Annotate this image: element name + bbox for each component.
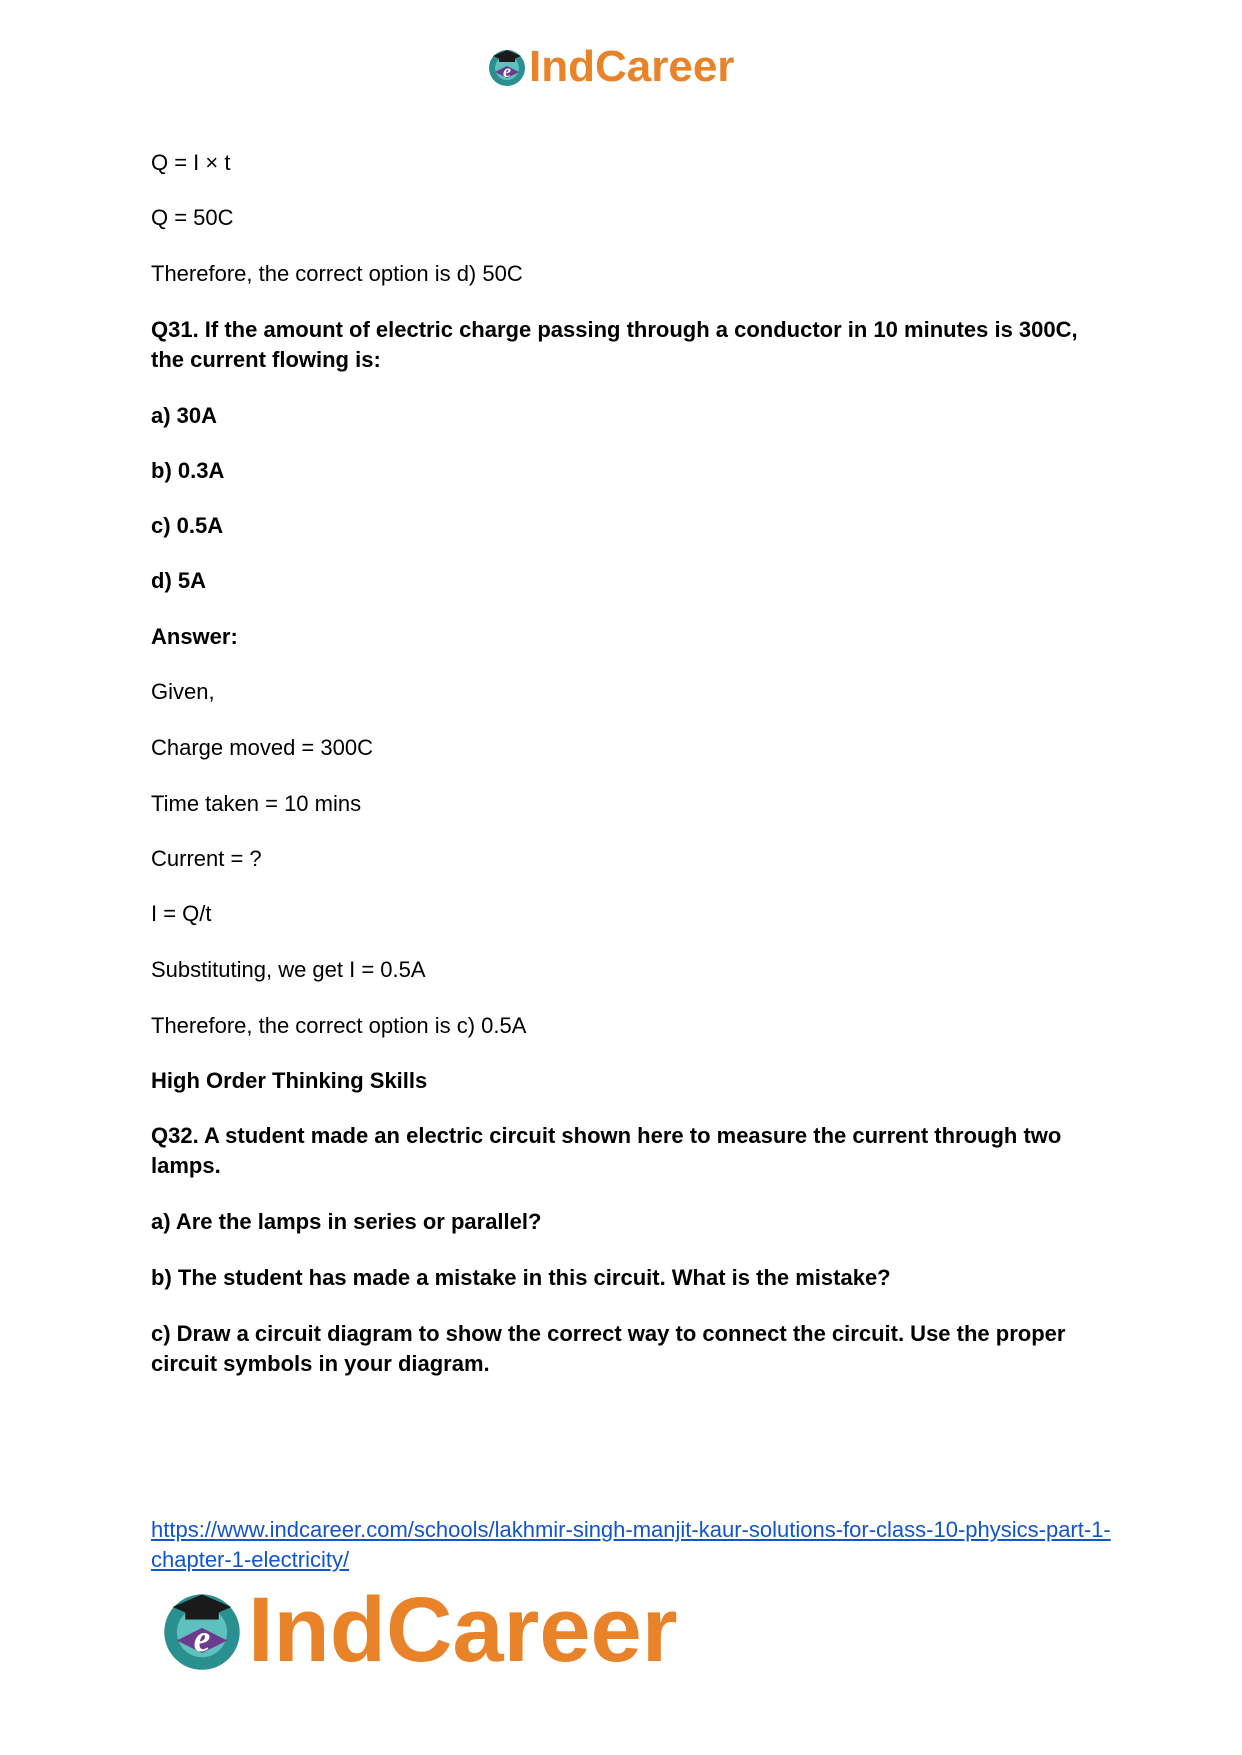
substituting-line: Substituting, we get I = 0.5A <box>151 957 426 982</box>
q31-option-a: a) 30A <box>151 403 218 428</box>
header-logo-text: IndCareer <box>529 42 735 91</box>
graduation-book-icon <box>487 46 527 88</box>
source-link[interactable]: https://www.indcareer.com/schools/lakhmir-singh-manjit-kaur-solutions-for-class-10-physics-part-1-chapter-1-electricity/ <box>151 1517 1111 1572</box>
svg-text:e: e <box>193 1617 211 1660</box>
q31-option-c: c) 0.5A <box>151 513 224 538</box>
formula-line: Q = I × t <box>151 150 231 175</box>
q32-part-b: b) The student has made a mistake in this circuit. What is the mistake? <box>151 1265 891 1290</box>
question-32: Q32. A student made an electric circuit shown here to measure the current through two lamps. <box>151 1123 1062 1178</box>
section-heading: High Order Thinking Skills <box>151 1068 428 1093</box>
q31-option-d: d) 5A <box>151 568 206 593</box>
header-logo <box>487 40 734 94</box>
formula-i-line: I = Q/t <box>151 901 212 926</box>
conclusion-line: Therefore, the correct option is d) 50C <box>151 261 523 286</box>
time-line: Time taken = 10 mins <box>151 791 362 816</box>
q31-option-b: b) 0.3A <box>151 458 225 483</box>
q32-part-c: c) Draw a circuit diagram to show the correct way to connect the circuit. Use the proper circuit symbols in your diagram. <box>151 1321 1066 1376</box>
svg-text:e: e <box>503 61 511 81</box>
footer-logo-text: IndCareer <box>248 1578 678 1681</box>
charge-line: Charge moved = 300C <box>151 735 373 760</box>
current-line: Current = ? <box>151 846 262 871</box>
graduation-book-icon <box>160 1586 244 1674</box>
q32-part-a: a) Are the lamps in series or parallel? <box>151 1209 542 1234</box>
question-31: Q31. If the amount of electric charge passing through a conductor in 10 minutes is 300C, the current flowing is: <box>151 317 1078 372</box>
result-line: Q = 50C <box>151 205 234 230</box>
footer-logo <box>160 1580 678 1680</box>
conclusion-line-2: Therefore, the correct option is c) 0.5A <box>151 1013 527 1038</box>
answer-label: Answer: <box>151 624 238 649</box>
given-line: Given, <box>151 679 215 704</box>
